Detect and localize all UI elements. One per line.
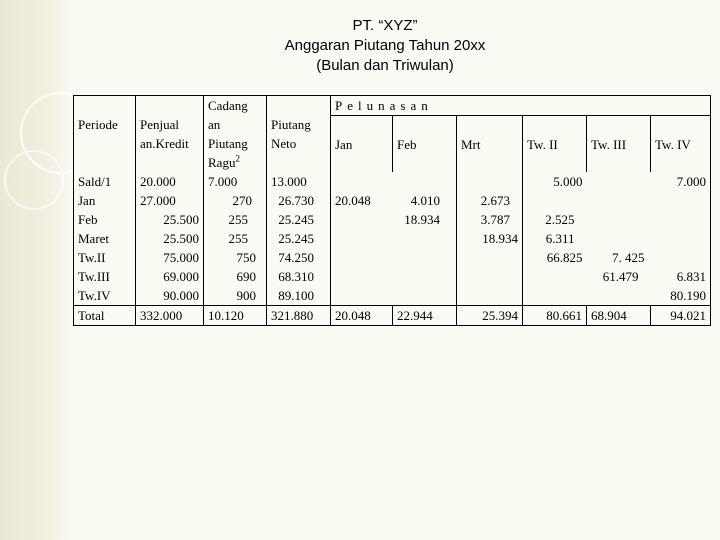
cell-feb: [393, 267, 457, 286]
table-row: [74, 172, 711, 191]
cell-cadangan: 255: [204, 229, 267, 248]
total-cadangan: 10.120: [204, 306, 267, 326]
cell-mrt: [457, 172, 523, 191]
header-cadangan-piutang-ragu: Cadang an Piutang Ragu$^2$: [204, 96, 267, 173]
header-penjualan-kredit: Penjual an.Kredit: [136, 96, 204, 173]
cell-tw3: 7. 425: [612, 250, 645, 265]
header-tw2: Tw. II: [523, 116, 587, 173]
cell-cadangan: 7.000: [204, 172, 267, 191]
total-label: Total: [74, 306, 136, 326]
cell-cadangan: 270: [204, 191, 267, 210]
total-tw3: 68.904: [587, 306, 651, 326]
header-mrt: Mrt: [457, 116, 523, 173]
cell-tw3: 61.479: [602, 269, 639, 284]
cell-penjualan: 27.000: [136, 191, 204, 210]
decorative-ring-small: [4, 150, 64, 210]
decorative-side-band: [0, 0, 74, 540]
table-row: [74, 229, 711, 248]
cell-penjualan: 90.000: [136, 286, 204, 306]
cell-penjualan: 20.000: [136, 172, 204, 191]
header-pelunasan: Pelunasan: [331, 96, 711, 116]
cell-tw3: [587, 172, 651, 191]
total-tw4: 94.021: [651, 306, 711, 326]
cell-jan: [331, 286, 393, 306]
cell-periode: Tw.IV: [74, 286, 136, 306]
cell-penjualan: 69.000: [136, 267, 204, 286]
cell-penjualan: 25.500: [136, 210, 204, 229]
cell-tw2: 66.825: [523, 248, 587, 267]
cell-tw4: 6.831: [651, 267, 711, 286]
cell-cadangan: 690: [204, 267, 267, 286]
cell-tw2: 6.311: [523, 229, 587, 248]
cell-jan: 20.048: [331, 191, 393, 210]
cell-tw3: [587, 286, 651, 306]
header-tw4: Tw. IV: [651, 116, 711, 173]
header-jan: Jan: [331, 116, 393, 173]
cell-tw4: [651, 229, 711, 248]
cell-piutang-neto: 25.245: [267, 210, 331, 229]
cell-piutang-neto: 89.100: [267, 286, 331, 306]
table-row: [74, 286, 711, 306]
cell-tw4: 80.190: [651, 286, 711, 306]
table-row: [74, 191, 711, 210]
cell-penjualan: 25.500: [136, 229, 204, 248]
cell-cadangan: 255: [204, 210, 267, 229]
cell-cadangan: 750: [204, 248, 267, 267]
cell-tw4: [651, 191, 711, 210]
total-penjualan: 332.000: [136, 306, 204, 326]
cell-cadangan: 900: [204, 286, 267, 306]
cell-piutang-neto: 74.250: [267, 248, 331, 267]
total-jan: 20.048: [331, 306, 393, 326]
cell-tw2: [523, 286, 587, 306]
company-name: PT. “XYZ”: [352, 17, 418, 34]
cell-periode: Feb: [74, 210, 136, 229]
slide-subtitle: (Bulan dan Triwulan): [316, 57, 454, 74]
cell-tw4: [651, 210, 711, 229]
total-feb: 22.944: [393, 306, 457, 326]
table-row: [74, 248, 711, 267]
cell-tw2: 5.000: [523, 172, 587, 191]
header-piutang-neto: Piutang Neto: [267, 96, 331, 173]
cell-mrt: 18.934: [457, 229, 523, 248]
total-row: [74, 306, 711, 326]
cell-piutang-neto: 26.730: [267, 191, 331, 210]
total-mrt: 25.394: [457, 306, 523, 326]
cell-periode: Tw.II: [74, 248, 136, 267]
cell-feb: [393, 286, 457, 306]
cell-jan: [331, 210, 393, 229]
cell-tw4: [651, 248, 711, 267]
cell-periode: Jan: [74, 191, 136, 210]
table-row: [74, 267, 711, 286]
slide-title: Anggaran Piutang Tahun 20xx: [284, 37, 486, 54]
table-row: [74, 210, 711, 229]
cell-feb: 18.934: [393, 210, 457, 229]
cell-tw4: 7.000: [651, 172, 711, 191]
cell-tw3: [587, 229, 651, 248]
cell-piutang-neto: 25.245: [267, 229, 331, 248]
cell-feb: [393, 172, 457, 191]
slide-header: [0, 16, 720, 76]
cell-feb: [393, 229, 457, 248]
cell-penjualan: 75.000: [136, 248, 204, 267]
cell-tw2: [523, 191, 587, 210]
cell-mrt: 2.673: [457, 191, 523, 210]
cell-tw2: [523, 267, 587, 286]
cell-periode: Sald/1: [74, 172, 136, 191]
cell-jan: [331, 248, 393, 267]
cell-tw3: [587, 210, 651, 229]
receivables-budget-table: [73, 95, 711, 326]
cell-mrt: [457, 267, 523, 286]
total-tw2: 80.661: [523, 306, 587, 326]
cell-piutang-neto: 68.310: [267, 267, 331, 286]
cell-feb: [393, 248, 457, 267]
header-tw3: Tw. III: [587, 116, 651, 173]
cell-tw3: [587, 191, 651, 210]
cell-jan: [331, 267, 393, 286]
header-row-1: [74, 96, 711, 116]
header-feb: Feb: [393, 116, 457, 173]
cell-mrt: [457, 248, 523, 267]
cell-jan: [331, 229, 393, 248]
cell-feb: 4.010: [393, 191, 457, 210]
cell-periode: Tw.III: [74, 267, 136, 286]
cell-mrt: 3.787: [457, 210, 523, 229]
header-periode: Periode: [74, 96, 136, 173]
cell-periode: Maret: [74, 229, 136, 248]
cell-tw2: 2.525: [523, 210, 587, 229]
cell-jan: [331, 172, 393, 191]
total-piutang-neto: 321.880: [267, 306, 331, 326]
cell-mrt: [457, 286, 523, 306]
cell-piutang-neto: 13.000: [267, 172, 331, 191]
